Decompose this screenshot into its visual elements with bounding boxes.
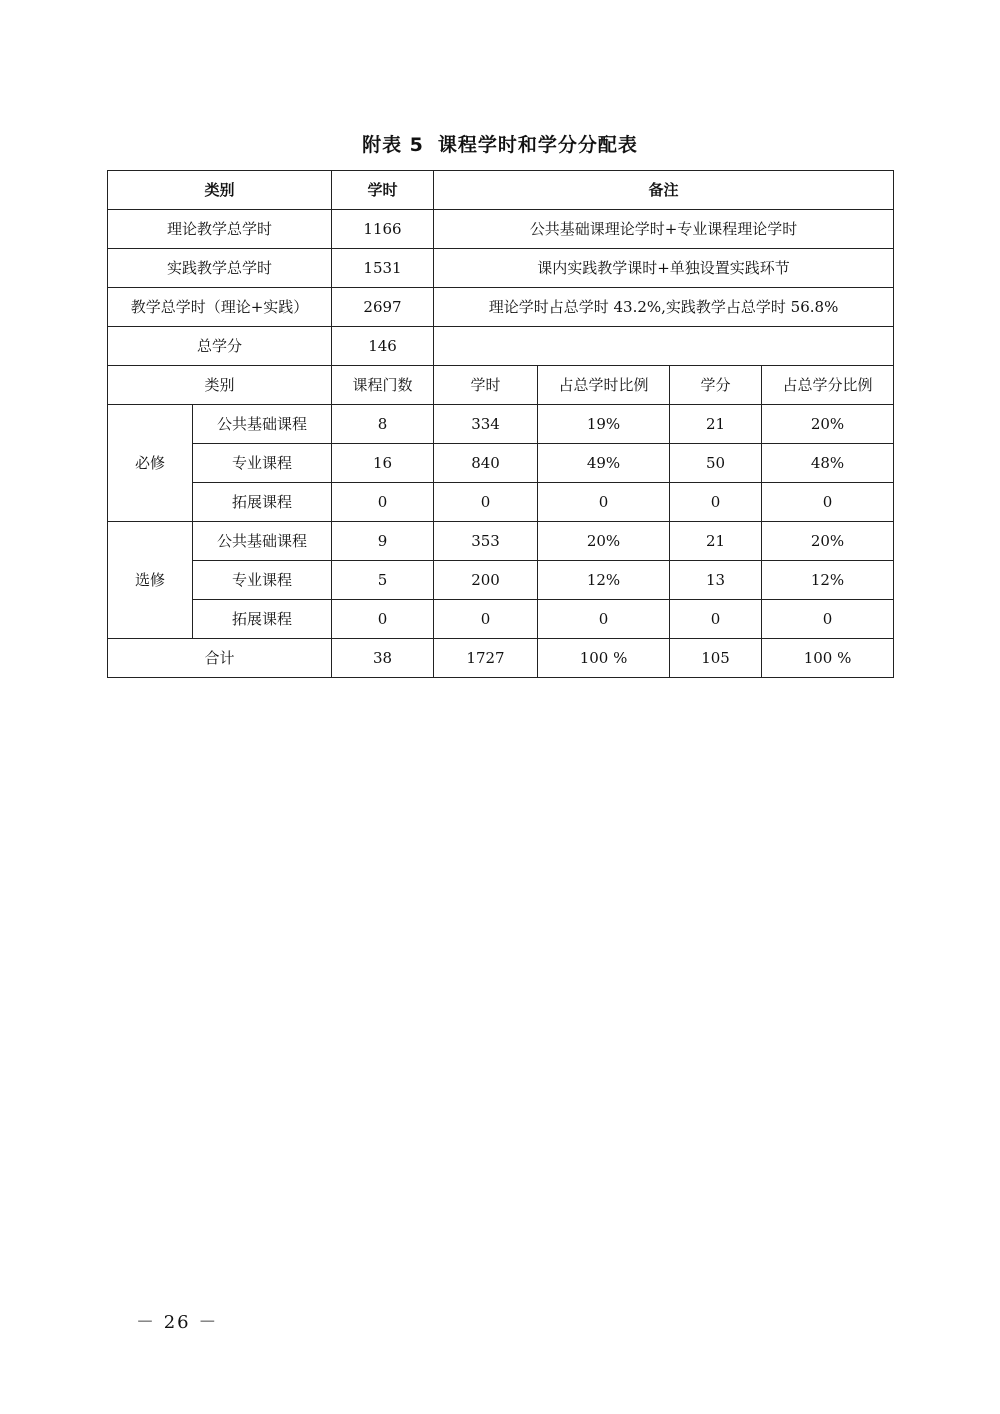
table-row xyxy=(108,561,894,600)
summary-row xyxy=(108,249,894,288)
course-count: 9 xyxy=(332,522,434,561)
detail-header-hours: 学时 xyxy=(434,366,538,405)
hours-ratio: 12% xyxy=(538,561,670,600)
summary-header-row xyxy=(108,171,894,210)
credits-ratio: 48% xyxy=(762,444,894,483)
summary-row xyxy=(108,288,894,327)
summary-label: 理论教学总学时 xyxy=(108,210,332,249)
total-label: 合计 xyxy=(108,639,332,678)
header-category: 类别 xyxy=(108,171,332,210)
course-hours-credits-table xyxy=(107,170,894,678)
total-hours-ratio: 100 % xyxy=(538,639,670,678)
total-credits: 105 xyxy=(670,639,762,678)
course-credits: 13 xyxy=(670,561,762,600)
summary-note: 公共基础课理论学时+专业课程理论学时 xyxy=(434,210,894,249)
course-credits: 21 xyxy=(670,522,762,561)
course-hours: 0 xyxy=(434,483,538,522)
summary-hours: 1166 xyxy=(332,210,434,249)
summary-label: 实践教学总学时 xyxy=(108,249,332,288)
course-credits: 21 xyxy=(670,405,762,444)
total-row xyxy=(108,639,894,678)
course-count: 16 xyxy=(332,444,434,483)
credits-ratio: 20% xyxy=(762,405,894,444)
hours-ratio: 0 xyxy=(538,600,670,639)
credits-ratio: 12% xyxy=(762,561,894,600)
summary-note xyxy=(434,327,894,366)
course-count: 5 xyxy=(332,561,434,600)
summary-hours: 146 xyxy=(332,327,434,366)
detail-header-hours-ratio: 占总学时比例 xyxy=(538,366,670,405)
detail-header-category: 类别 xyxy=(108,366,332,405)
header-hours: 学时 xyxy=(332,171,434,210)
detail-header-credits: 学分 xyxy=(670,366,762,405)
course-credits: 50 xyxy=(670,444,762,483)
table-title-prefix: 附表 5 xyxy=(362,134,424,156)
summary-note: 理论学时占总学时 43.2%,实践教学占总学时 56.8% xyxy=(434,288,894,327)
table-title-name: 课程学时和学分分配表 xyxy=(437,134,638,156)
total-course-count: 38 xyxy=(332,639,434,678)
table-row xyxy=(108,405,894,444)
page-number: － 26 － xyxy=(136,1312,219,1333)
hours-ratio: 0 xyxy=(538,483,670,522)
detail-header-course-count: 课程门数 xyxy=(332,366,434,405)
table-row xyxy=(108,522,894,561)
course-count: 0 xyxy=(332,483,434,522)
summary-note: 课内实践教学课时+单独设置实践环节 xyxy=(434,249,894,288)
course-type: 拓展课程 xyxy=(193,600,332,639)
hours-ratio: 19% xyxy=(538,405,670,444)
summary-hours: 1531 xyxy=(332,249,434,288)
course-hours: 353 xyxy=(434,522,538,561)
credits-ratio: 20% xyxy=(762,522,894,561)
course-count: 0 xyxy=(332,600,434,639)
table-row xyxy=(108,600,894,639)
table-row xyxy=(108,444,894,483)
table-title xyxy=(0,130,1000,157)
summary-hours: 2697 xyxy=(332,288,434,327)
course-hours: 200 xyxy=(434,561,538,600)
course-type: 专业课程 xyxy=(193,561,332,600)
course-hours: 840 xyxy=(434,444,538,483)
hours-ratio: 49% xyxy=(538,444,670,483)
total-credits-ratio: 100 % xyxy=(762,639,894,678)
course-hours: 334 xyxy=(434,405,538,444)
course-type: 公共基础课程 xyxy=(193,522,332,561)
credits-ratio: 0 xyxy=(762,600,894,639)
group-label-required: 必修 xyxy=(108,405,193,522)
course-credits: 0 xyxy=(670,483,762,522)
course-count: 8 xyxy=(332,405,434,444)
hours-ratio: 20% xyxy=(538,522,670,561)
header-notes: 备注 xyxy=(434,171,894,210)
total-hours: 1727 xyxy=(434,639,538,678)
course-hours: 0 xyxy=(434,600,538,639)
summary-label: 教学总学时（理论+实践） xyxy=(108,288,332,327)
course-credits: 0 xyxy=(670,600,762,639)
course-type: 公共基础课程 xyxy=(193,405,332,444)
course-type: 专业课程 xyxy=(193,444,332,483)
summary-row xyxy=(108,327,894,366)
detail-header-credits-ratio: 占总学分比例 xyxy=(762,366,894,405)
summary-label: 总学分 xyxy=(108,327,332,366)
group-label-elective: 选修 xyxy=(108,522,193,639)
table-row xyxy=(108,483,894,522)
course-type: 拓展课程 xyxy=(193,483,332,522)
summary-row xyxy=(108,210,894,249)
detail-header-row xyxy=(108,366,894,405)
credits-ratio: 0 xyxy=(762,483,894,522)
